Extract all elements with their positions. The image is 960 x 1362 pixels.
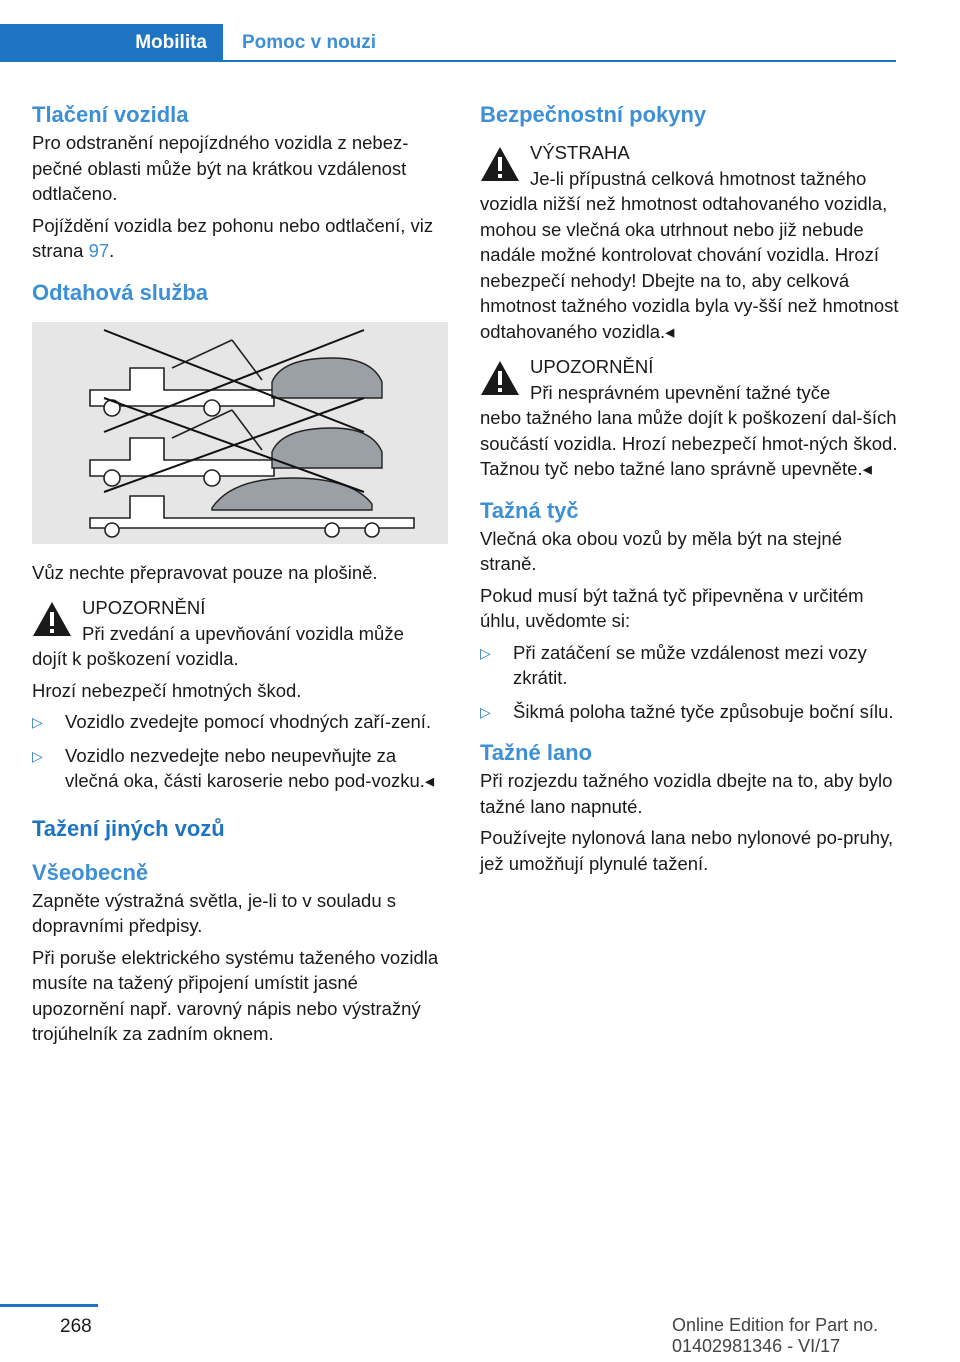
heading-tow-bar: Tažná tyč (480, 497, 579, 523)
warning-text-rest: vozidla nižší než hmotnost odtahovaného vozidla, mohou se vlečná oka utrhnout nebo již nebude nadále možné kontrolovat chování vozidla. Hrozí nebezpečí nehody! Dbejte na to, aby celková hmotnost tažného vozidla byla vy-šší než hmotnost odtahovaného vozidla.◂ (480, 193, 899, 342)
list-item: ▷ Při zatáčení se může vzdálenost mezi vozy zkrátit. (480, 641, 867, 688)
text-rope-1: Při rozjezdu tažného vozidla dbejte na to, aby bylo tažné lano napnuté. (480, 770, 893, 817)
heading-safety: Bezpečnostní pokyny (480, 102, 707, 127)
chapter-tabs (0, 24, 896, 62)
tow-trucks-illustration (32, 322, 448, 544)
right-bullet-list (480, 640, 900, 725)
text-tow-bar-1: Vlečná oka obou vozů by měla být na stejné straně. (480, 527, 843, 574)
warning-box (480, 140, 900, 344)
caution-text-first: Při zvedání a upevňování vozidla může (82, 622, 404, 644)
tow-trucks-image (32, 322, 448, 544)
text-pushing-ref: Pojíždění vozidla bez pohonu nebo odtlačení, viz strana 97. (32, 214, 434, 261)
text-platform: Vůz nechte přepravovat pouze na plošině. (32, 561, 378, 583)
triangle-bullet-icon: ▷ (32, 714, 43, 730)
tab-underline (223, 60, 896, 62)
warning-title: VÝSTRAHA (530, 142, 630, 163)
warning-triangle-icon (480, 146, 520, 182)
text-damage-risk: Hrozí nebezpečí hmotných škod. (32, 679, 302, 701)
tab-pomoc-v-nouzi[interactable]: Pomoc v nouzi (242, 32, 377, 53)
left-bullet-list (32, 709, 450, 794)
left-column (32, 100, 450, 1053)
caution-text-rest: nebo tažného lana může dojít k poškození dal-ších součástí vozidla. Hrozí nebezpečí hmot-ných škod. Tažnou tyč nebo tažné lano správně upevněte.◂ (480, 407, 898, 479)
text-general-1: Zapněte výstražná světla, je-li to v souladu s dopravními předpisy. (32, 889, 397, 936)
list-item: ▷ Vozidlo zvedejte pomocí vhodných zaří-zení. (32, 709, 450, 735)
heading-pushing: Tlačení vozidla (32, 102, 189, 127)
edition-note: Online Edition for Part no. 01402981346 - VI/17 (672, 1315, 879, 1356)
footer-rule (0, 1304, 98, 1307)
caution-text-first: Při nesprávném upevnění tažné tyče (530, 381, 831, 403)
caution-title: UPOZORNĚNÍ (530, 356, 654, 377)
triangle-bullet-icon: ▷ (32, 747, 43, 764)
heading-tow-service: Odtahová služba (32, 279, 209, 305)
list-item: ▷ Šikmá poloha tažné tyče způsobuje boční sílu. (480, 699, 900, 725)
tab-mobilita[interactable]: Mobilita (0, 24, 223, 62)
list-item: ▷ Vozidlo nezvedejte nebo neupevňujte za vlečná oka, části karoserie nebo pod-vozku.◂ (32, 744, 435, 791)
caution-text-rest: dojít k poškození vozidla. (32, 648, 239, 669)
text-tow-bar-2: Pokud musí být tažná tyč připevněna v určitém úhlu, uvědomte si: (480, 584, 864, 631)
text-rope-2: Používejte nylonová lana nebo nylonové po-pruhy, jež umožňují plynulé tažení. (480, 827, 894, 874)
right-column (480, 100, 900, 882)
warning-triangle-icon (32, 601, 72, 637)
warning-triangle-icon (480, 360, 520, 396)
caution-title: UPOZORNĚNÍ (82, 597, 206, 618)
caution-box (480, 354, 900, 482)
page-number: 268 (60, 1316, 92, 1337)
heading-general: Všeobecně (32, 859, 149, 885)
text-pushing: Pro odstranění nepojízdného vozidla z nebez-pečné oblasti může být na krátkou vzdálenost odtlačeno. (32, 132, 409, 204)
triangle-bullet-icon: ▷ (480, 703, 491, 720)
caution-box (32, 595, 450, 672)
heading-tow-rope: Tažné lano (480, 740, 593, 765)
text-general-2: Při poruše elektrického systému taženého vozidla musíte na tažený připojení umístit jasné upozornění např. varovný nápis nebo výstražný trojúhelník za zadním oknem. (32, 946, 439, 1044)
warning-text-first: Je-li přípustná celková hmotnost tažného (530, 167, 867, 189)
page-link-97[interactable]: 97 (88, 240, 110, 261)
triangle-bullet-icon: ▷ (480, 644, 491, 661)
heading-towing-others: Tažení jiných vozů (32, 815, 225, 841)
